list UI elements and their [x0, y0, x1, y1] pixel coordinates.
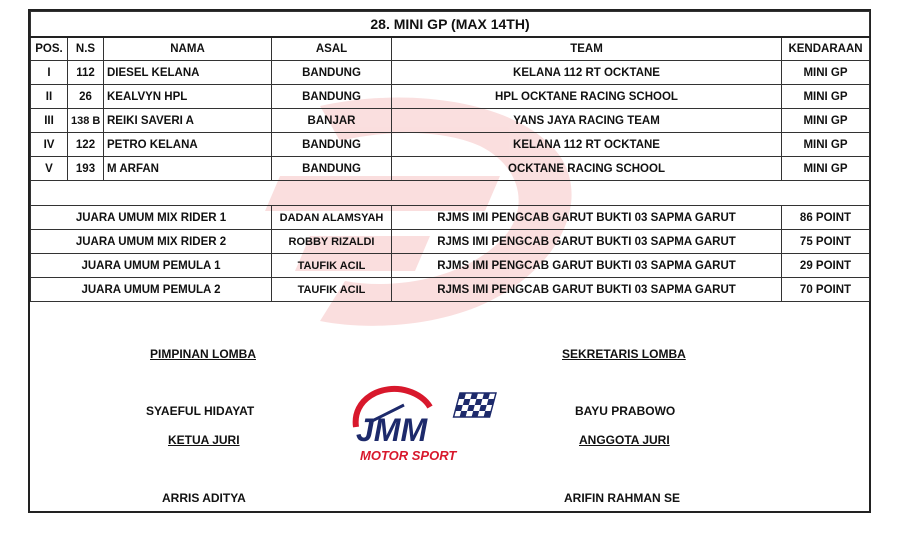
column-header-nama: NAMA: [104, 37, 272, 61]
ns-cell: 26: [68, 85, 104, 109]
juara-name-cell: DADAN ALAMSYAH: [272, 206, 392, 230]
juara-team-cell: RJMS IMI PENGCAB GARUT BUKTI 03 SAPMA GARUT: [392, 278, 782, 302]
juara-row: [31, 278, 870, 302]
juara-team-cell: RJMS IMI PENGCAB GARUT BUKTI 03 SAPMA GARUT: [392, 206, 782, 230]
ns-cell: 112: [68, 61, 104, 85]
kendaraan-cell: MINI GP: [782, 133, 870, 157]
juara-team-cell: RJMS IMI PENGCAB GARUT BUKTI 03 SAPMA GARUT: [392, 254, 782, 278]
jmm-motor-sport-logo: [342, 381, 512, 467]
sekretaris-lomba-name: BAYU PRABOWO: [575, 404, 676, 418]
pimpinan-lomba-name: SYAEFUL HIDAYAT: [146, 404, 255, 418]
nama-cell: REIKI SAVERI A: [104, 109, 272, 133]
page-title: 28. MINI GP (MAX 14TH): [31, 12, 870, 37]
ketua-juri-name: ARRIS ADITYA: [162, 491, 246, 505]
kendaraan-cell: MINI GP: [782, 109, 870, 133]
column-header-team: TEAM: [392, 37, 782, 61]
ns-cell: 193: [68, 157, 104, 181]
column-header-asal: ASAL: [272, 37, 392, 61]
team-cell: KELANA 112 RT OCKTANE: [392, 133, 782, 157]
juara-name-cell: ROBBY RIZALDI: [272, 230, 392, 254]
juara-team-cell: RJMS IMI PENGCAB GARUT BUKTI 03 SAPMA GARUT: [392, 230, 782, 254]
nama-cell: M ARFAN: [104, 157, 272, 181]
nama-cell: PETRO KELANA: [104, 133, 272, 157]
asal-cell: BANDUNG: [272, 133, 392, 157]
anggota-juri-role: ANGGOTA JURI: [579, 433, 670, 447]
pimpinan-lomba-role: PIMPINAN LOMBA: [150, 347, 256, 361]
juara-points-cell: 75 POINT: [782, 230, 870, 254]
asal-cell: BANDUNG: [272, 157, 392, 181]
pos-cell: IV: [31, 133, 68, 157]
pos-cell: V: [31, 157, 68, 181]
asal-cell: BANJAR: [272, 109, 392, 133]
checkered-flag-icon: [454, 393, 496, 417]
anggota-juri-name: ARIFIN RAHMAN SE: [564, 491, 680, 505]
juara-row: [31, 206, 870, 230]
juara-points-cell: 29 POINT: [782, 254, 870, 278]
juara-points-cell: 86 POINT: [782, 206, 870, 230]
ketua-juri-role: KETUA JURI: [168, 433, 240, 447]
pos-cell: III: [31, 109, 68, 133]
results-table: [30, 11, 870, 302]
logo-sub-text: MOTOR SPORT: [360, 448, 457, 463]
nama-cell: KEALVYN HPL: [104, 85, 272, 109]
team-cell: OCKTANE RACING SCHOOL: [392, 157, 782, 181]
asal-cell: BANDUNG: [272, 61, 392, 85]
title-row: [31, 12, 870, 37]
column-header-ns: N.S: [68, 37, 104, 61]
results-document: [28, 9, 871, 513]
pos-cell: II: [31, 85, 68, 109]
juara-name-cell: TAUFIK ACIL: [272, 254, 392, 278]
kendaraan-cell: MINI GP: [782, 85, 870, 109]
asal-cell: BANDUNG: [272, 85, 392, 109]
juara-label-cell: JUARA UMUM PEMULA 1: [31, 254, 272, 278]
table-row: [31, 109, 870, 133]
ns-cell: 122: [68, 133, 104, 157]
juara-label-cell: JUARA UMUM MIX RIDER 2: [31, 230, 272, 254]
juara-points-cell: 70 POINT: [782, 278, 870, 302]
table-row: [31, 61, 870, 85]
table-row: [31, 133, 870, 157]
sekretaris-lomba-role: SEKRETARIS LOMBA: [562, 347, 686, 361]
empty-spacer-cell: [31, 181, 870, 206]
table-row: [31, 157, 870, 181]
nama-cell: DIESEL KELANA: [104, 61, 272, 85]
juara-row: [31, 230, 870, 254]
logo-main-text: JMM: [356, 412, 428, 448]
header-row: [31, 37, 870, 61]
spacer-row: [31, 181, 870, 206]
table-row: [31, 85, 870, 109]
ns-cell: 138 B: [68, 109, 104, 133]
juara-row: [31, 254, 870, 278]
team-cell: KELANA 112 RT OCKTANE: [392, 61, 782, 85]
kendaraan-cell: MINI GP: [782, 61, 870, 85]
column-header-kendaraan: KENDARAAN: [782, 37, 870, 61]
pos-cell: I: [31, 61, 68, 85]
juara-label-cell: JUARA UMUM MIX RIDER 1: [31, 206, 272, 230]
juara-label-cell: JUARA UMUM PEMULA 2: [31, 278, 272, 302]
team-cell: HPL OCKTANE RACING SCHOOL: [392, 85, 782, 109]
juara-name-cell: TAUFIK ACIL: [272, 278, 392, 302]
column-header-pos: POS.: [31, 37, 68, 61]
kendaraan-cell: MINI GP: [782, 157, 870, 181]
team-cell: YANS JAYA RACING TEAM: [392, 109, 782, 133]
